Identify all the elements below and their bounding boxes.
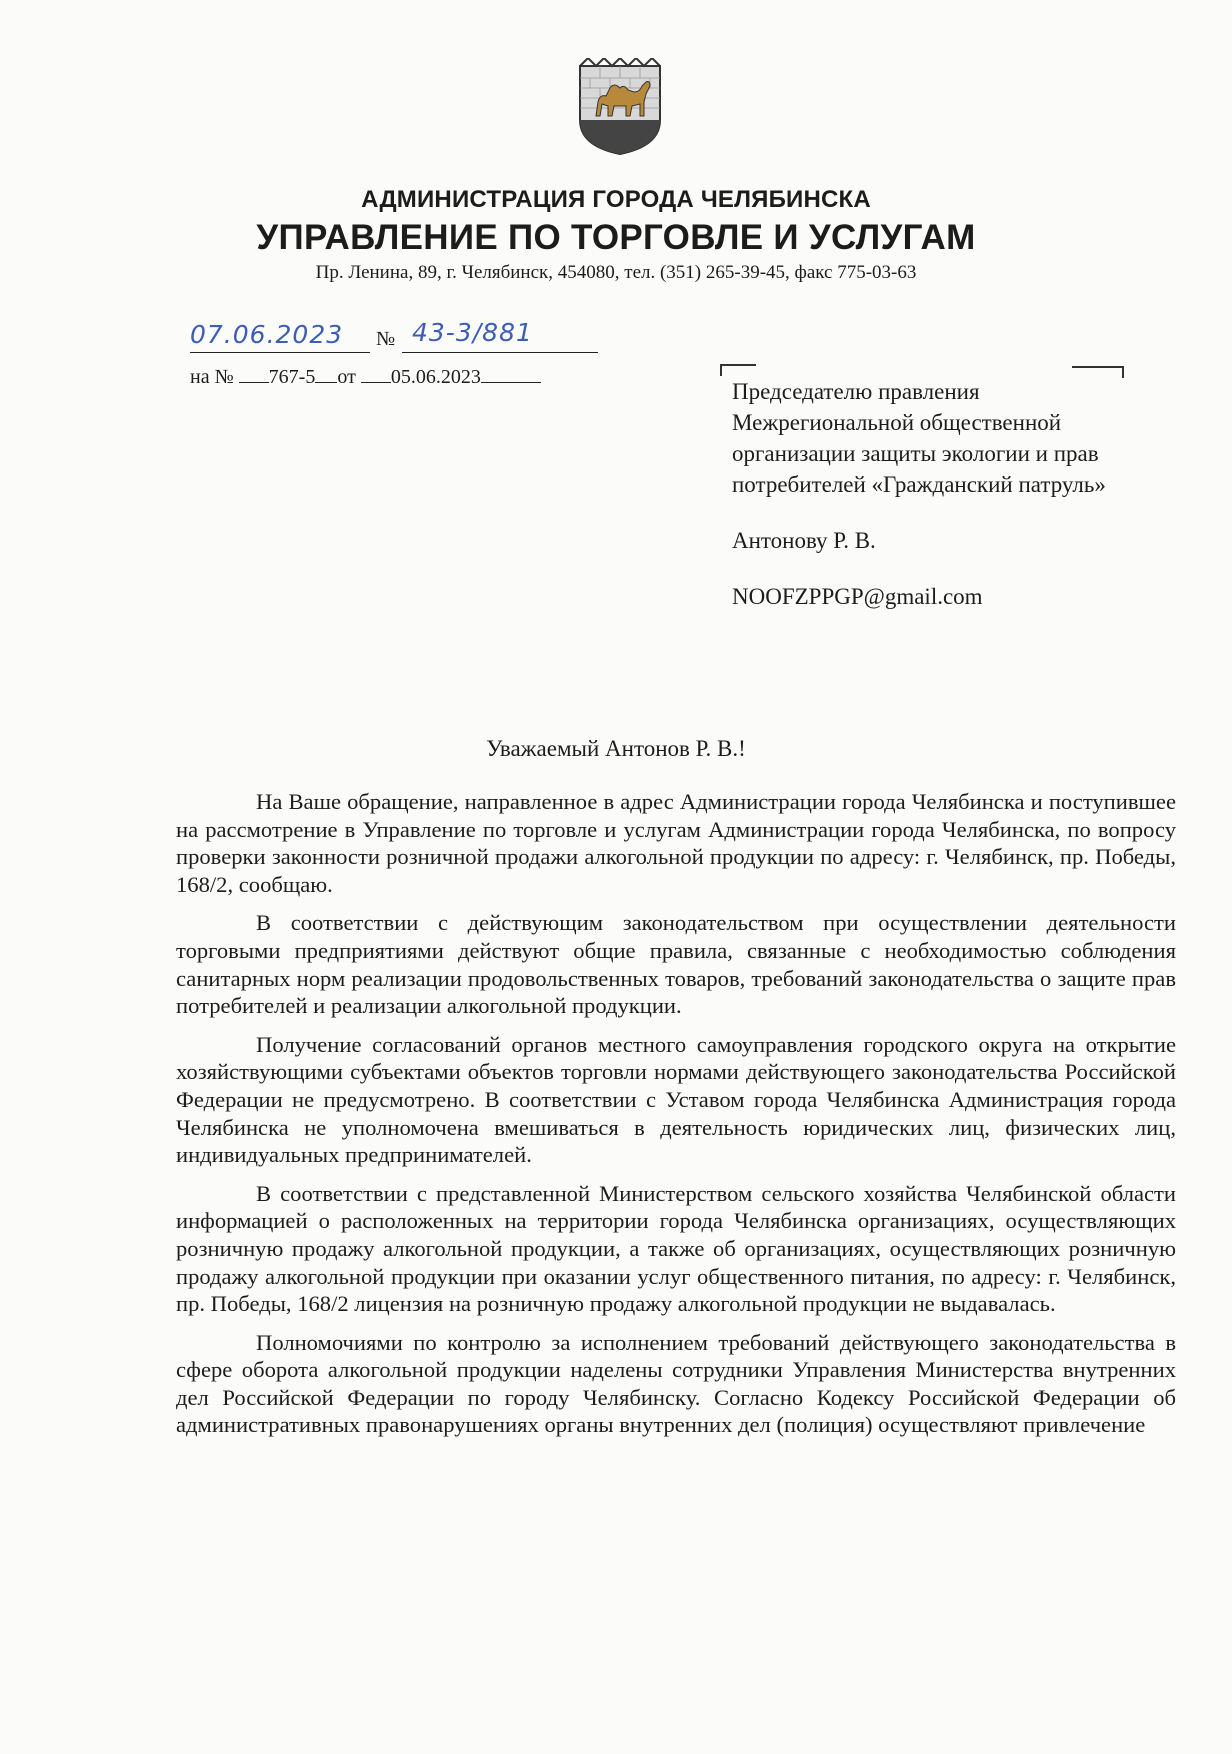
ref-date: 05.06.2023 <box>390 366 481 388</box>
addressee-block <box>732 376 1106 612</box>
addressee-corner-left <box>720 364 756 376</box>
ref-from: от <box>337 366 356 388</box>
body-paragraph: На Ваше обращение, направленное в адрес Администрации города Челябинска и поступившее на рассмотрение в Управление по торговле и услугам Администрации города Челябинска, по вопросу проверки законности розничной продажи алкогольной продукции по адресу: г. Челябинск, пр. Победы, 168/2, сообщаю. <box>176 789 1176 897</box>
body-paragraph: Полномочиями по контролю за исполнением требований действующего законодательства в сфере оборота алкогольной продукции наделены сотрудники Управления Министерства внутренних дел Российской Федерации по городу Челябинску. Согласно Кодексу Российской Федерации об административных правонарушениях органы внутренних дел (полиция) осуществляют привлечение <box>176 1329 1176 1438</box>
addressee-line: Межрегиональной общественной <box>732 410 1062 435</box>
blank-line <box>315 364 337 383</box>
greeting: Уважаемый Антонов Р. В.! <box>486 736 746 761</box>
body-paragraph: Получение согласований органов местного самоуправления городского округа на открытие хозяйствующими субъектами объектов торговли нормами действующего законодательства Российской Федерации не предусмотрено. В соответствии с Уставом города Челябинска Администрация города Челябинска не уполномочена вмешиваться в деятельность юридических лиц, физических лиц, индивидуальных предпринимателей. <box>176 1031 1176 1168</box>
addressee-name: Антонову Р. В. <box>732 528 876 553</box>
letter-body <box>176 788 1176 1450</box>
coat-of-arms-icon <box>570 58 670 158</box>
addressee-line: Председателю правления <box>732 379 980 404</box>
ref-prefix: на № <box>190 366 234 388</box>
body-paragraph: В соответствии с представленной Министерством сельского хозяйства Челябинской области информацией о расположенных на территории города Челябинска организациях, осуществляющих розничную продажу алкогольной продукции, а также об организациях, осуществляющих розничную продажу алкогольной продукции при оказании услуг общественного питания, по адресу: г. Челябинск, пр. Победы, 168/2 лицензия на розничную продажу алкогольной продукции не выдавалась. <box>176 1180 1176 1317</box>
addressee-line: потребителей «Гражданский патруль» <box>732 472 1106 497</box>
date-underline <box>190 352 370 353</box>
addressee-email: NOOFZPPGP@gmail.com <box>732 584 983 609</box>
number-sign: № <box>376 328 396 350</box>
department-name: УПРАВЛЕНИЕ ПО ТОРГОВЛЕ И УСЛУГАМ <box>256 218 976 257</box>
blank-line <box>481 364 541 383</box>
department-address: Пр. Ленина, 89, г. Челябинск, 454080, тел. (351) 265-39-45, факс 775-03-63 <box>315 262 917 283</box>
blank-line <box>239 364 269 383</box>
incoming-reference <box>190 364 541 389</box>
handwritten-date: 07.06.2023 <box>190 320 344 349</box>
outgoing-registration <box>190 318 610 358</box>
organization-name: АДМИНИСТРАЦИЯ ГОРОДА ЧЕЛЯБИНСКА <box>361 186 871 213</box>
addressee-line: организации защиты экологии и прав <box>732 441 1099 466</box>
body-paragraph: В соответствии с действующим законодательством при осуществлении деятельности торговыми предприятиями действуют общие правила, связанные с необходимостью соблюдения санитарных норм реализации продовольственных товаров, требований законодательства о защите прав потребителей и реализации алкогольной продукции. <box>176 910 1176 1019</box>
ref-number: 767-5 <box>268 366 316 388</box>
blank-line <box>361 364 391 383</box>
number-underline <box>402 352 598 353</box>
handwritten-number: 43-3/881 <box>412 318 533 347</box>
